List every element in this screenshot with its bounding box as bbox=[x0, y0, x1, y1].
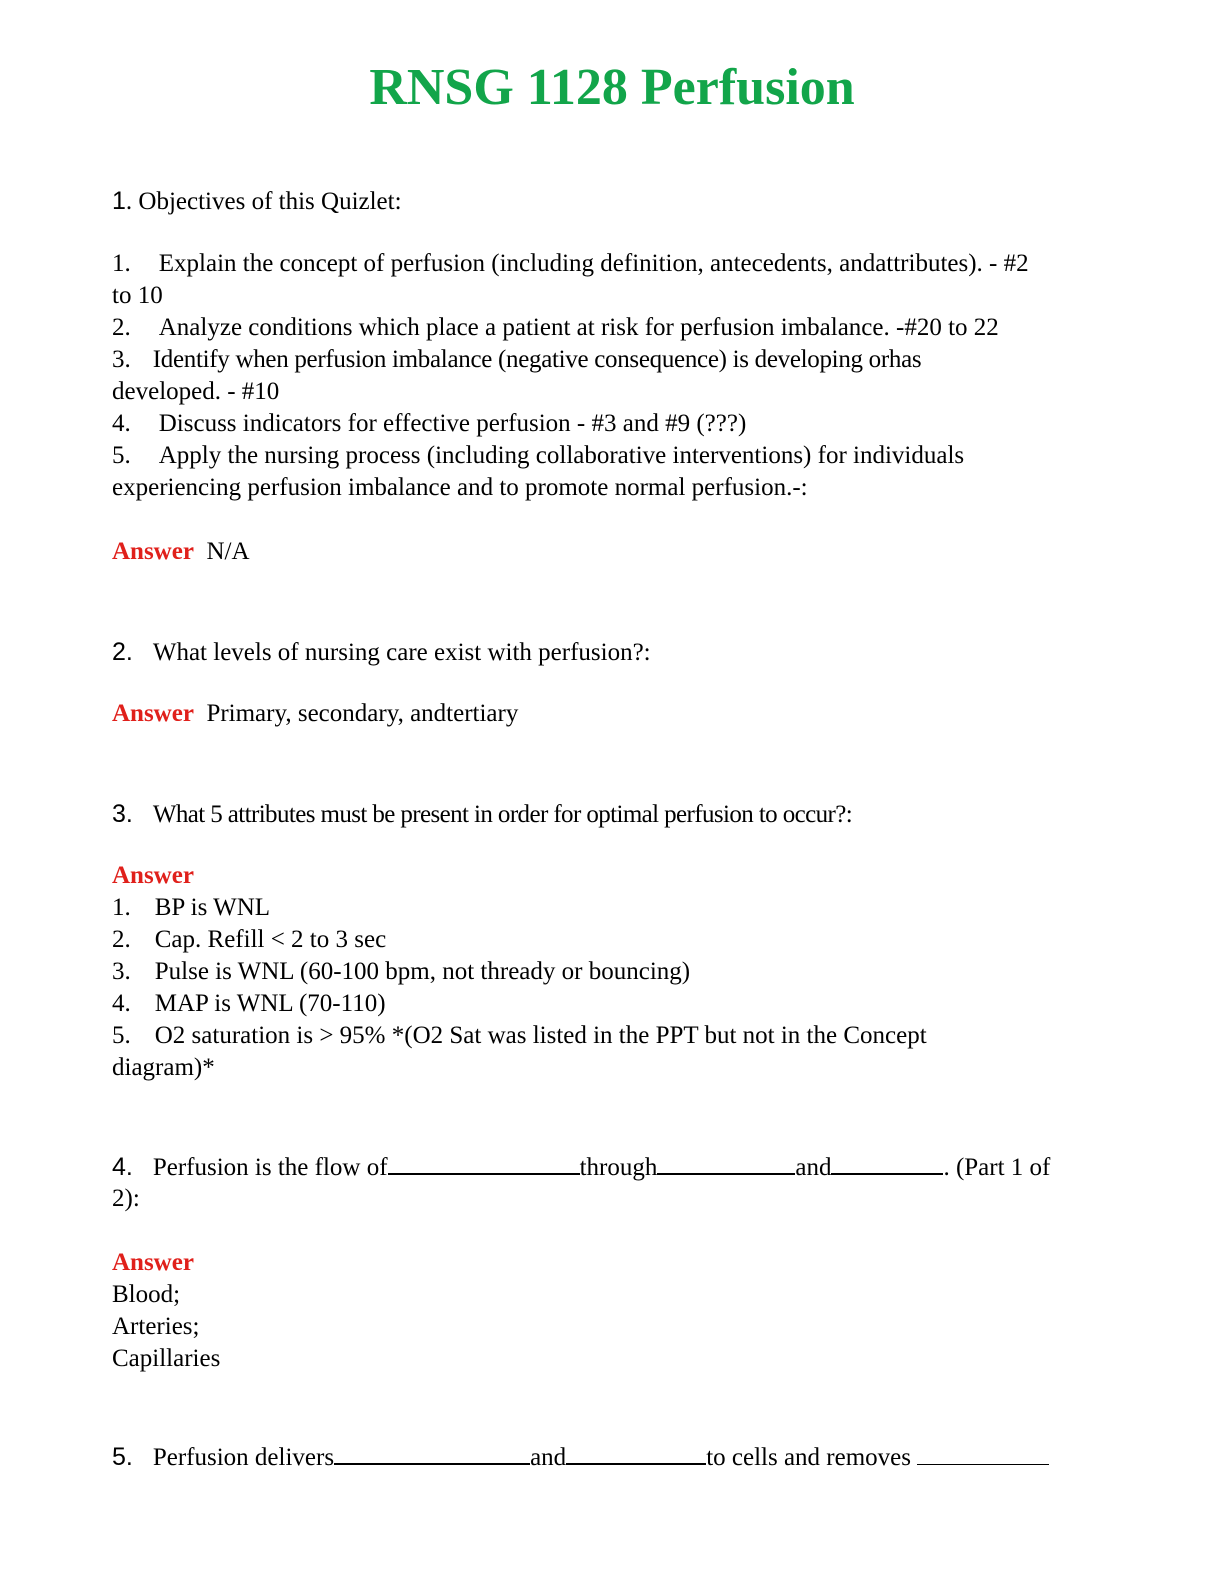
answer-item bbox=[112, 988, 1112, 1020]
question-text: to cells and removes bbox=[706, 1444, 911, 1471]
objective-item-cont: developed. - #10 bbox=[112, 378, 280, 405]
item-text: O2 saturation is > 95% *(O2 Sat was listed in the PPT but not in the Concept bbox=[154, 1022, 927, 1049]
objective-item-cont: to 10 bbox=[112, 282, 163, 309]
question-text: and bbox=[795, 1154, 832, 1181]
question-prompt: What 5 attributes must be present in order for optimal perfusion to occur?: bbox=[152, 801, 853, 828]
item-text: BP is WNL bbox=[154, 894, 271, 921]
objective-item bbox=[112, 312, 1112, 344]
objective-item bbox=[112, 248, 1112, 280]
item-number: 3. bbox=[112, 346, 131, 373]
fill-blank bbox=[566, 1441, 706, 1465]
question-text: Perfusion is the flow of bbox=[152, 1154, 388, 1181]
question-prompt: What levels of nursing care exist with perfusion?: bbox=[152, 639, 651, 666]
fill-blank bbox=[831, 1151, 943, 1175]
answer-1 bbox=[112, 536, 1112, 568]
question-number: 4. bbox=[112, 1153, 133, 1181]
answer-item bbox=[112, 956, 1112, 988]
question-number: 2. bbox=[112, 638, 133, 666]
answer-3 bbox=[112, 860, 1112, 892]
answer-item bbox=[112, 892, 1112, 924]
answer-line: Blood; bbox=[112, 1281, 181, 1308]
answer-item bbox=[112, 924, 1112, 956]
answer-label: Answer bbox=[112, 1249, 194, 1276]
fill-blank bbox=[917, 1442, 1049, 1465]
question-5 bbox=[112, 1441, 1112, 1474]
fill-blank bbox=[334, 1441, 530, 1465]
item-text: Explain the concept of perfusion (including definition, antecedents, andattributes). - #2 bbox=[158, 250, 1029, 277]
answer-line: Arteries; bbox=[112, 1313, 200, 1340]
item-text: Cap. Refill < 2 to 3 sec bbox=[154, 926, 387, 953]
answer-label: Answer bbox=[112, 538, 194, 565]
answer-2 bbox=[112, 698, 1112, 730]
question-number: 3. bbox=[112, 800, 133, 828]
answer-item-cont: diagram)* bbox=[112, 1054, 215, 1081]
objective-item bbox=[112, 344, 1112, 376]
answer-label: Answer bbox=[112, 700, 194, 727]
fill-blank bbox=[388, 1151, 580, 1175]
item-text: Analyze conditions which place a patient at risk for perfusion imbalance. -#20 to 22 bbox=[158, 314, 999, 341]
objective-item-cont: experiencing perfusion imbalance and to promote normal perfusion.-: bbox=[112, 474, 808, 501]
answer-4 bbox=[112, 1247, 1112, 1279]
item-number: 5. bbox=[112, 1022, 131, 1049]
question-number: 5. bbox=[112, 1443, 133, 1471]
answer-text: Primary, secondary, andtertiary bbox=[206, 700, 519, 727]
item-number: 1. bbox=[112, 250, 131, 277]
item-number: 2. bbox=[112, 314, 131, 341]
item-text: Apply the nursing process (including collaborative interventions) for individuals bbox=[158, 442, 965, 469]
page-title: RNSG 1128 Perfusion bbox=[369, 59, 855, 116]
item-number: 5. bbox=[112, 442, 131, 469]
question-prompt: . Objectives of this Quizlet: bbox=[125, 188, 402, 215]
item-number: 1. bbox=[112, 894, 131, 921]
question-4-cont: 2): bbox=[112, 1185, 140, 1212]
answer-text: N/A bbox=[206, 538, 250, 565]
item-text: MAP is WNL (70-110) bbox=[154, 990, 386, 1017]
question-text: through bbox=[579, 1154, 658, 1181]
item-text: Identify when perfusion imbalance (negative consequence) is developing orhas bbox=[152, 346, 922, 373]
answer-line: Capillaries bbox=[112, 1345, 221, 1372]
question-4 bbox=[112, 1151, 1112, 1184]
question-2 bbox=[112, 636, 1112, 669]
answer-item bbox=[112, 1020, 1112, 1052]
objective-item bbox=[112, 408, 1112, 440]
question-text: Perfusion delivers bbox=[152, 1444, 335, 1471]
fill-blank bbox=[657, 1151, 795, 1175]
item-text: Pulse is WNL (60-100 bpm, not thready or bouncing) bbox=[154, 958, 691, 985]
question-text: and bbox=[530, 1444, 567, 1471]
question-1 bbox=[112, 185, 1112, 218]
item-text: Discuss indicators for effective perfusion - #3 and #9 (???) bbox=[158, 410, 747, 437]
question-text: . (Part 1 of bbox=[943, 1154, 1051, 1181]
item-number: 2. bbox=[112, 926, 131, 953]
objective-item bbox=[112, 440, 1112, 472]
question-3 bbox=[112, 798, 1112, 831]
item-number: 4. bbox=[112, 990, 131, 1017]
question-number: 1 bbox=[112, 187, 126, 215]
item-number: 4. bbox=[112, 410, 131, 437]
answer-label: Answer bbox=[112, 862, 194, 889]
item-number: 3. bbox=[112, 958, 131, 985]
